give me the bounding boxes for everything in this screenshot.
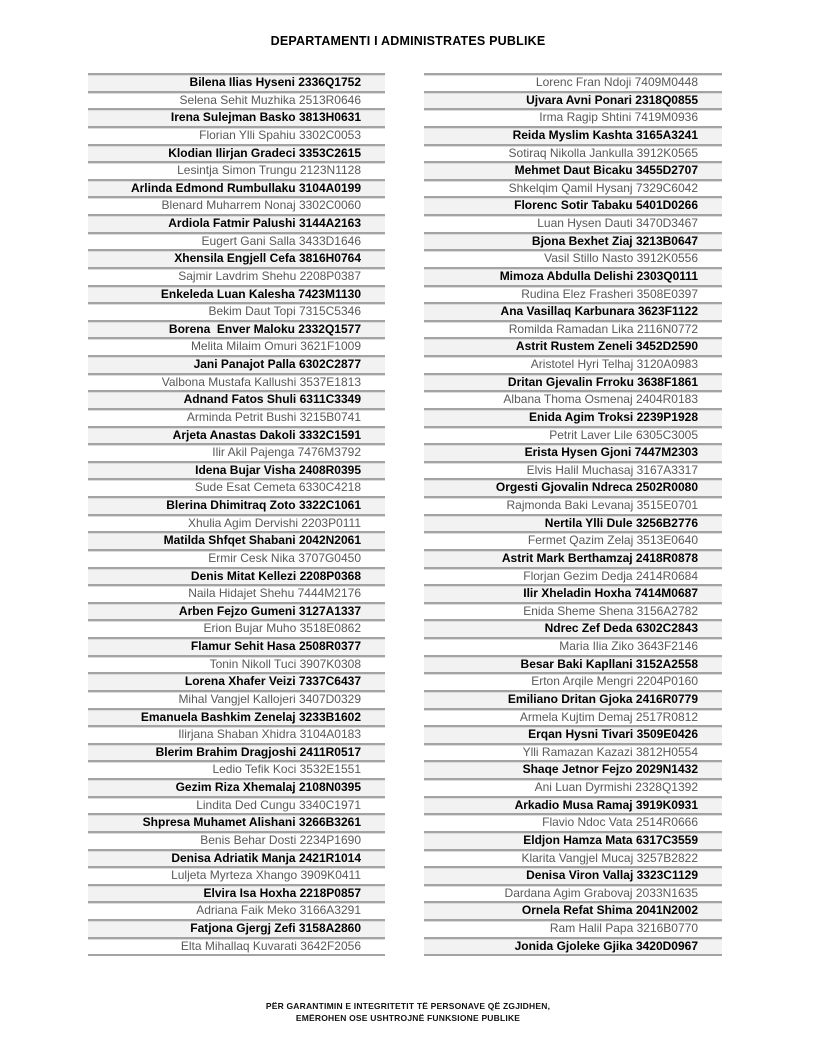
right-column — [424, 73, 722, 956]
list-item: Klodian Ilirjan Gradeci 3353C2615 — [88, 144, 385, 162]
footer — [0, 1001, 816, 1024]
list-item: Irma Ragip Shtini 7419M0936 — [424, 108, 722, 126]
list-item: Klarita Vangjel Mucaj 3257B2822 — [424, 849, 722, 867]
list-item: Denis Mitat Kellezi 2208P0368 — [88, 567, 385, 585]
list-item: Fatjona Gjergj Zefi 3158A2860 — [88, 919, 385, 937]
list-item: Xhensila Engjell Cefa 3816H0764 — [88, 249, 385, 267]
list-item: Blerim Brahim Dragjoshi 2411R0517 — [88, 743, 385, 761]
list-item: Elvis Halil Muchasaj 3167A3317 — [424, 461, 722, 479]
list-item: Ilirjana Shaban Xhidra 3104A0183 — [88, 725, 385, 743]
list-item: Orgesti Gjovalin Ndreca 2502R0080 — [424, 478, 722, 496]
list-item: Ilir Akil Pajenga 7476M3792 — [88, 443, 385, 461]
list-item: Rajmonda Baki Levanaj 3515E0701 — [424, 496, 722, 514]
list-item: Arjeta Anastas Dakoli 3332C1591 — [88, 426, 385, 444]
list-item: Astrit Mark Berthamzaj 2418R0878 — [424, 549, 722, 567]
list-item: Jonida Gjoleke Gjika 3420D0967 — [424, 937, 722, 955]
list-item: Mimoza Abdulla Delishi 2303Q0111 — [424, 267, 722, 285]
list-item: Fermet Qazim Zelaj 3513E0640 — [424, 531, 722, 549]
list-item: Rudina Elez Frasheri 3508E0397 — [424, 285, 722, 303]
list-item: Petrit Laver Lile 6305C3005 — [424, 426, 722, 444]
list-item: Benis Behar Dosti 2234P1690 — [88, 831, 385, 849]
list-item: Emiliano Dritan Gjoka 2416R0779 — [424, 690, 722, 708]
list-item: Erqan Hysni Tivari 3509E0426 — [424, 725, 722, 743]
list-item: Borena Enver Maloku 2332Q1577 — [88, 320, 385, 338]
list-item: Reida Myslim Kashta 3165A3241 — [424, 126, 722, 144]
list-item: Shpresa Muhamet Alishani 3266B3261 — [88, 813, 385, 831]
list-item: Dardana Agim Grabovaj 2033N1635 — [424, 884, 722, 902]
list-item: Besar Baki Kapllani 3152A2558 — [424, 655, 722, 673]
list-item: Nertila Ylli Dule 3256B2776 — [424, 514, 722, 532]
list-item: Ornela Refat Shima 2041N2002 — [424, 901, 722, 919]
list-item: Shkelqim Qamil Hysanj 7329C6042 — [424, 179, 722, 197]
list-item: Lorenc Fran Ndoji 7409M0448 — [424, 73, 722, 91]
list-item: Valbona Mustafa Kallushi 3537E1813 — [88, 373, 385, 391]
list-item: Astrit Rustem Zeneli 3452D2590 — [424, 337, 722, 355]
list-item: Sotiraq Nikolla Jankulla 3912K0565 — [424, 144, 722, 162]
list-item: Flamur Sehit Hasa 2508R0377 — [88, 637, 385, 655]
list-item: Shaqe Jetnor Fejzo 2029N1432 — [424, 760, 722, 778]
list-item: Enkeleda Luan Kalesha 7423M1130 — [88, 285, 385, 303]
list-item: Albana Thoma Osmenaj 2404R0183 — [424, 390, 722, 408]
list-item: Eldjon Hamza Mata 6317C3559 — [424, 831, 722, 849]
list-item: Blenard Muharrem Nonaj 3302C0060 — [88, 196, 385, 214]
list-item: Erista Hysen Gjoni 7447M2303 — [424, 443, 722, 461]
list-item: Ilir Xheladin Hoxha 7414M0687 — [424, 584, 722, 602]
list-item: Ram Halil Papa 3216B0770 — [424, 919, 722, 937]
list-item: Dritan Gjevalin Frroku 3638F1861 — [424, 373, 722, 391]
list-item: Ani Luan Dyrmishi 2328Q1392 — [424, 778, 722, 796]
list-item: Armela Kujtim Demaj 2517R0812 — [424, 708, 722, 726]
list-item: Mehmet Daut Bicaku 3455D2707 — [424, 161, 722, 179]
list-item: Enida Agim Troksi 2239P1928 — [424, 408, 722, 426]
list-item: Tonin Nikoll Tuci 3907K0308 — [88, 655, 385, 673]
list-item: Florjan Gezim Dedja 2414R0684 — [424, 567, 722, 585]
list-item: Adriana Faik Meko 3166A3291 — [88, 901, 385, 919]
list-item: Denisa Viron Vallaj 3323C1129 — [424, 866, 722, 884]
list-item: Melita Milaim Omuri 3621F1009 — [88, 337, 385, 355]
list-item: Naila Hidajet Shehu 7444M2176 — [88, 584, 385, 602]
list-item: Eugert Gani Salla 3433D1646 — [88, 232, 385, 250]
list-item: Erton Arqile Mengri 2204P0160 — [424, 672, 722, 690]
list-item: Flavio Ndoc Vata 2514R0666 — [424, 813, 722, 831]
list-item: Elvira Isa Hoxha 2218P0857 — [88, 884, 385, 902]
name-list — [88, 73, 722, 956]
list-item: Ana Vasillaq Karbunara 3623F1122 — [424, 302, 722, 320]
list-item: Ledio Tefik Koci 3532E1551 — [88, 760, 385, 778]
list-item: Ndrec Zef Deda 6302C2843 — [424, 619, 722, 637]
list-item: Emanuela Bashkim Zenelaj 3233B1602 — [88, 708, 385, 726]
list-item: Erion Bujar Muho 3518E0862 — [88, 619, 385, 637]
list-item: Mihal Vangjel Kallojeri 3407D0329 — [88, 690, 385, 708]
list-item: Florenc Sotir Tabaku 5401D0266 — [424, 196, 722, 214]
list-item: Jani Panajot Palla 6302C2877 — [88, 355, 385, 373]
list-item: Luljeta Myrteza Xhango 3909K0411 — [88, 866, 385, 884]
list-item: Ermir Cesk Nika 3707G0450 — [88, 549, 385, 567]
list-item: Bilena Ilias Hyseni 2336Q1752 — [88, 73, 385, 91]
list-item: Ylli Ramazan Kazazi 3812H0554 — [424, 743, 722, 761]
list-item: Aristotel Hyri Telhaj 3120A0983 — [424, 355, 722, 373]
list-item: Florian Ylli Spahiu 3302C0053 — [88, 126, 385, 144]
list-item: Bjona Bexhet Ziaj 3213B0647 — [424, 232, 722, 250]
list-item: Gezim Riza Xhemalaj 2108N0395 — [88, 778, 385, 796]
list-item: Vasil Stillo Nasto 3912K0556 — [424, 249, 722, 267]
list-item: Romilda Ramadan Lika 2116N0772 — [424, 320, 722, 338]
footer-line-1: PËR GARANTIMIN E INTEGRITETIT TË PERSONAVE QË ZGJIDHEN, — [265, 1001, 551, 1011]
list-item: Arlinda Edmond Rumbullaku 3104A0199 — [88, 179, 385, 197]
list-item: Blerina Dhimitraq Zoto 3322C1061 — [88, 496, 385, 514]
list-item: Matilda Shfqet Shabani 2042N2061 — [88, 531, 385, 549]
list-item: Arminda Petrit Bushi 3215B0741 — [88, 408, 385, 426]
list-item: Luan Hysen Dauti 3470D3467 — [424, 214, 722, 232]
list-item: Xhulia Agim Dervishi 2203P0111 — [88, 514, 385, 532]
list-item: Denisa Adriatik Manja 2421R1014 — [88, 849, 385, 867]
footer-line-2: EMËROHEN OSE USHTROJNË FUNKSIONE PUBLIKE — [295, 1012, 521, 1023]
list-item: Arkadio Musa Ramaj 3919K0931 — [424, 796, 722, 814]
list-item: Ujvara Avni Ponari 2318Q0855 — [424, 91, 722, 109]
list-item: Lesintja Simon Trungu 2123N1128 — [88, 161, 385, 179]
list-item: Bekim Daut Topi 7315C5346 — [88, 302, 385, 320]
list-item: Irena Sulejman Basko 3813H0631 — [88, 108, 385, 126]
list-item: Ardiola Fatmir Palushi 3144A2163 — [88, 214, 385, 232]
list-item: Arben Fejzo Gumeni 3127A1337 — [88, 602, 385, 620]
list-item: Lorena Xhafer Veizi 7337C6437 — [88, 672, 385, 690]
list-item: Maria Ilia Ziko 3643F2146 — [424, 637, 722, 655]
left-column — [88, 73, 385, 956]
list-item: Idena Bujar Visha 2408R0395 — [88, 461, 385, 479]
list-item: Elta Mihallaq Kuvarati 3642F2056 — [88, 937, 385, 955]
page-title: DEPARTAMENTI I ADMINISTRATES PUBLIKE — [270, 34, 546, 48]
list-item: Selena Sehit Muzhika 2513R0646 — [88, 91, 385, 109]
list-item: Sude Esat Cemeta 6330C4218 — [88, 478, 385, 496]
list-item: Adnand Fatos Shuli 6311C3349 — [88, 390, 385, 408]
list-item: Lindita Ded Cungu 3340C1971 — [88, 796, 385, 814]
list-item: Enida Sheme Shena 3156A2782 — [424, 602, 722, 620]
list-item: Sajmir Lavdrim Shehu 2208P0387 — [88, 267, 385, 285]
